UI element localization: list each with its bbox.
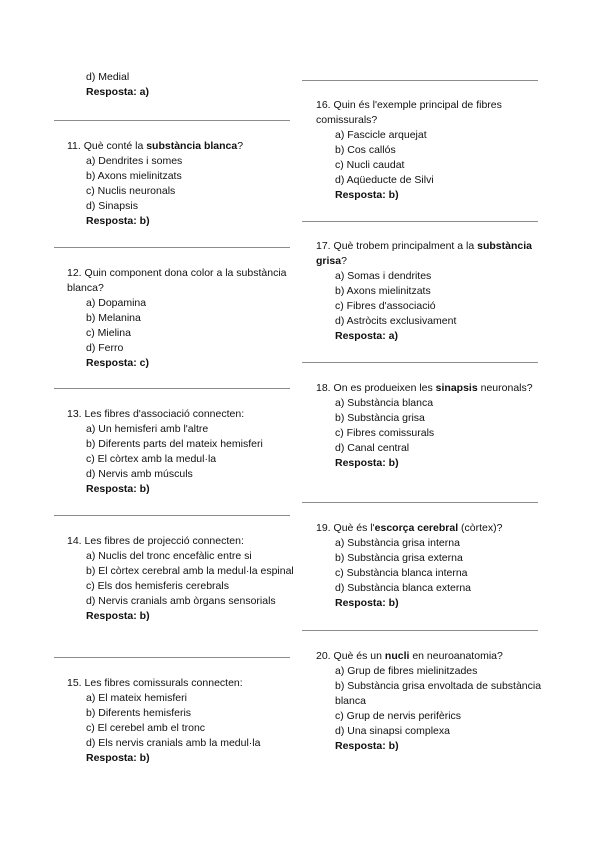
option: a) Fascicle arquejat	[335, 129, 427, 141]
question-text: 13. Les fibres d'associació connecten:	[67, 408, 245, 420]
answer: Resposta: a)	[335, 330, 399, 342]
option: a) Substància blanca	[335, 397, 434, 409]
answer: Resposta: b)	[335, 457, 399, 469]
separator	[54, 657, 290, 658]
separator	[54, 247, 290, 248]
option: c) Mielina	[86, 327, 131, 339]
separator	[302, 502, 538, 503]
option: b) Axons mielinitzats	[335, 285, 431, 297]
question-11	[67, 139, 295, 229]
question-text: 19. Què és l'escorça cerebral (còrtex)?	[316, 522, 503, 534]
separator	[54, 120, 290, 121]
answer: Resposta: b)	[335, 189, 399, 201]
option: a) Dendrites i somes	[86, 155, 183, 167]
separator	[302, 80, 538, 81]
question-text: 11. Què conté la substància blanca?	[67, 140, 244, 152]
option: a) Un hemisferi amb l'altre	[86, 423, 209, 435]
separator	[302, 221, 538, 222]
option: a) Nuclis del tronc encefàlic entre si	[86, 550, 252, 562]
answer: Resposta: c)	[86, 357, 150, 369]
question-text: 14. Les fibres de projecció connecten:	[67, 535, 244, 547]
option: b) El còrtex cerebral amb la medul·la espinal	[86, 565, 294, 577]
option: d) Medial	[86, 71, 130, 83]
option: c) El cerebel amb el tronc	[86, 722, 206, 734]
option: b) Substància grisa envoltada de substància blanca	[335, 680, 542, 707]
separator	[54, 388, 290, 389]
option: d) Substància blanca externa	[335, 582, 472, 594]
answer: Resposta: b)	[86, 610, 150, 622]
option: d) Canal central	[335, 442, 410, 454]
question-18	[316, 381, 544, 471]
question-14	[67, 534, 295, 624]
option: b) Diferents parts del mateix hemisferi	[86, 438, 263, 450]
answer: Resposta: a)	[86, 86, 150, 98]
option: b) Substància grisa externa	[335, 552, 463, 564]
question-19	[316, 521, 544, 611]
option: b) Substància grisa	[335, 412, 425, 424]
answer: Resposta: b)	[86, 752, 150, 764]
option: b) Diferents hemisferis	[86, 707, 192, 719]
option: d) Astròcits exclusivament	[335, 315, 457, 327]
option: c) Fibres comissurals	[335, 427, 435, 439]
option: c) Nucli caudat	[335, 159, 405, 171]
option: d) Una sinapsi complexa	[335, 725, 450, 737]
option: b) Melanina	[86, 312, 141, 324]
option: c) El còrtex amb la medul·la	[86, 453, 217, 465]
option: c) Nuclis neuronals	[86, 185, 176, 197]
question-15	[67, 676, 295, 766]
question-16	[316, 98, 544, 203]
answer: Resposta: b)	[86, 215, 150, 227]
option: c) Els dos hemisferis cerebrals	[86, 580, 229, 592]
option: d) Ferro	[86, 342, 124, 354]
option: c) Grup de nervis perifèrics	[335, 710, 462, 722]
separator	[302, 362, 538, 363]
question-text: 16. Quin és l'exemple principal de fibres comissurals?	[316, 99, 502, 126]
option: b) Cos callós	[335, 144, 396, 156]
question-text: 18. On es produeixen les sinapsis neuronals?	[316, 382, 533, 394]
option: d) Sinapsis	[86, 200, 138, 212]
option: a) Substància grisa interna	[335, 537, 460, 549]
option: d) Els nervis cranials amb la medul·la	[86, 737, 261, 749]
question-text: 17. Què trobem principalment a la substància grisa?	[316, 240, 532, 267]
question-text: 20. Què és un nucli en neuroanatomia?	[316, 650, 503, 662]
question-20	[316, 649, 544, 754]
separator	[54, 515, 290, 516]
question-text: 12. Quin component dona color a la substància blanca?	[67, 267, 287, 294]
option: c) Substància blanca interna	[335, 567, 468, 579]
answer: Resposta: b)	[335, 597, 399, 609]
option: d) Nervis cranials amb òrgans sensorials	[86, 595, 276, 607]
question-12	[67, 266, 295, 371]
separator	[302, 630, 538, 631]
answer: Resposta: b)	[335, 740, 399, 752]
option: d) Aqüeducte de Silvi	[335, 174, 434, 186]
option: a) Dopamina	[86, 297, 147, 309]
option: a) Grup de fibres mielinitzades	[335, 665, 478, 677]
question-13	[67, 407, 295, 497]
option: a) Somas i dendrites	[335, 270, 432, 282]
option: a) El mateix hemisferi	[86, 692, 187, 704]
question-text: 15. Les fibres comissurals connecten:	[67, 677, 243, 689]
question-17	[316, 239, 544, 344]
answer: Resposta: b)	[86, 483, 150, 495]
option: b) Axons mielinitzats	[86, 170, 182, 182]
option: c) Fibres d'associació	[335, 300, 436, 312]
question-10-tail	[67, 70, 295, 100]
option: d) Nervis amb músculs	[86, 468, 193, 480]
